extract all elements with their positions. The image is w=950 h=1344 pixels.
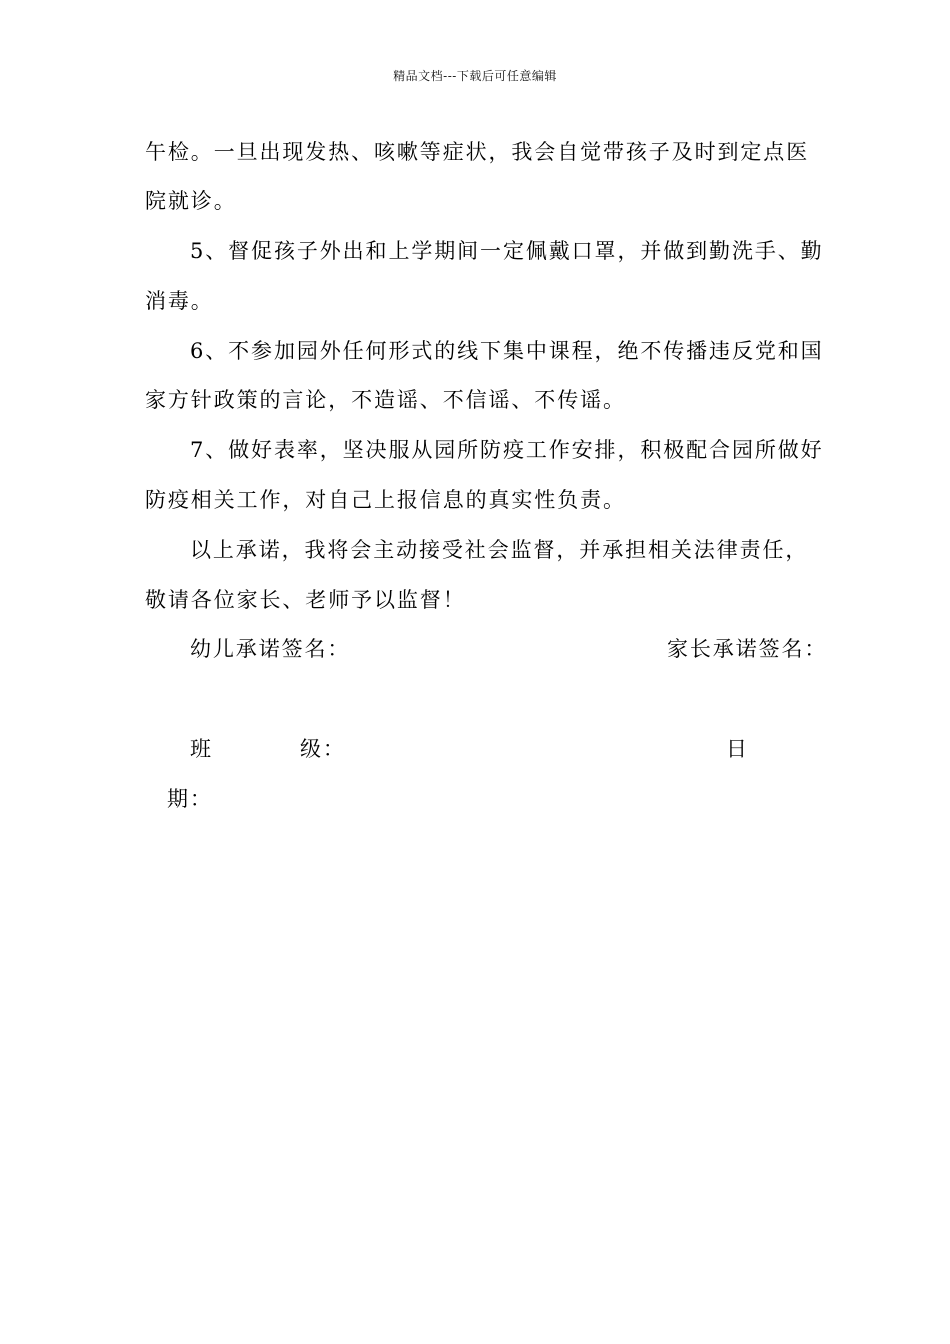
date-label-char: 日 [726, 737, 749, 761]
date-label-suffix: 期： [167, 787, 213, 811]
body-line: 敬请各位家长、老师予以监督！ [145, 588, 466, 612]
body-line: 家方针政策的言论，不造谣、不信谣、不传谣。 [145, 388, 626, 412]
page-header: 精品文档---下载后可任意编辑 [393, 69, 557, 83]
body-line: 5、督促孩子外出和上学期间一定佩戴口罩，并做到勤洗手、勤 [190, 239, 824, 263]
body-line: 7、做好表率，坚决服从园所防疫工作安排，积极配合园所做好 [190, 438, 824, 462]
parent-signature-label: 家长承诺签名： [667, 637, 828, 661]
body-line: 午检。一旦出现发热、咳嗽等症状，我会自觉带孩子及时到定点医 [145, 140, 810, 164]
body-line: 6、不参加园外任何形式的线下集中课程，绝不传播违反党和国 [190, 339, 824, 363]
class-label-suffix: 级： [300, 737, 346, 761]
child-signature-label: 幼儿承诺签名： [190, 637, 351, 661]
class-label-char: 班 [190, 737, 213, 761]
body-line: 院就诊。 [145, 189, 237, 213]
body-line: 消毒。 [145, 289, 214, 313]
body-line: 防疫相关工作，对自己上报信息的真实性负责。 [145, 488, 626, 512]
body-line: 以上承诺，我将会主动接受社会监督，并承担相关法律责任， [190, 538, 809, 562]
